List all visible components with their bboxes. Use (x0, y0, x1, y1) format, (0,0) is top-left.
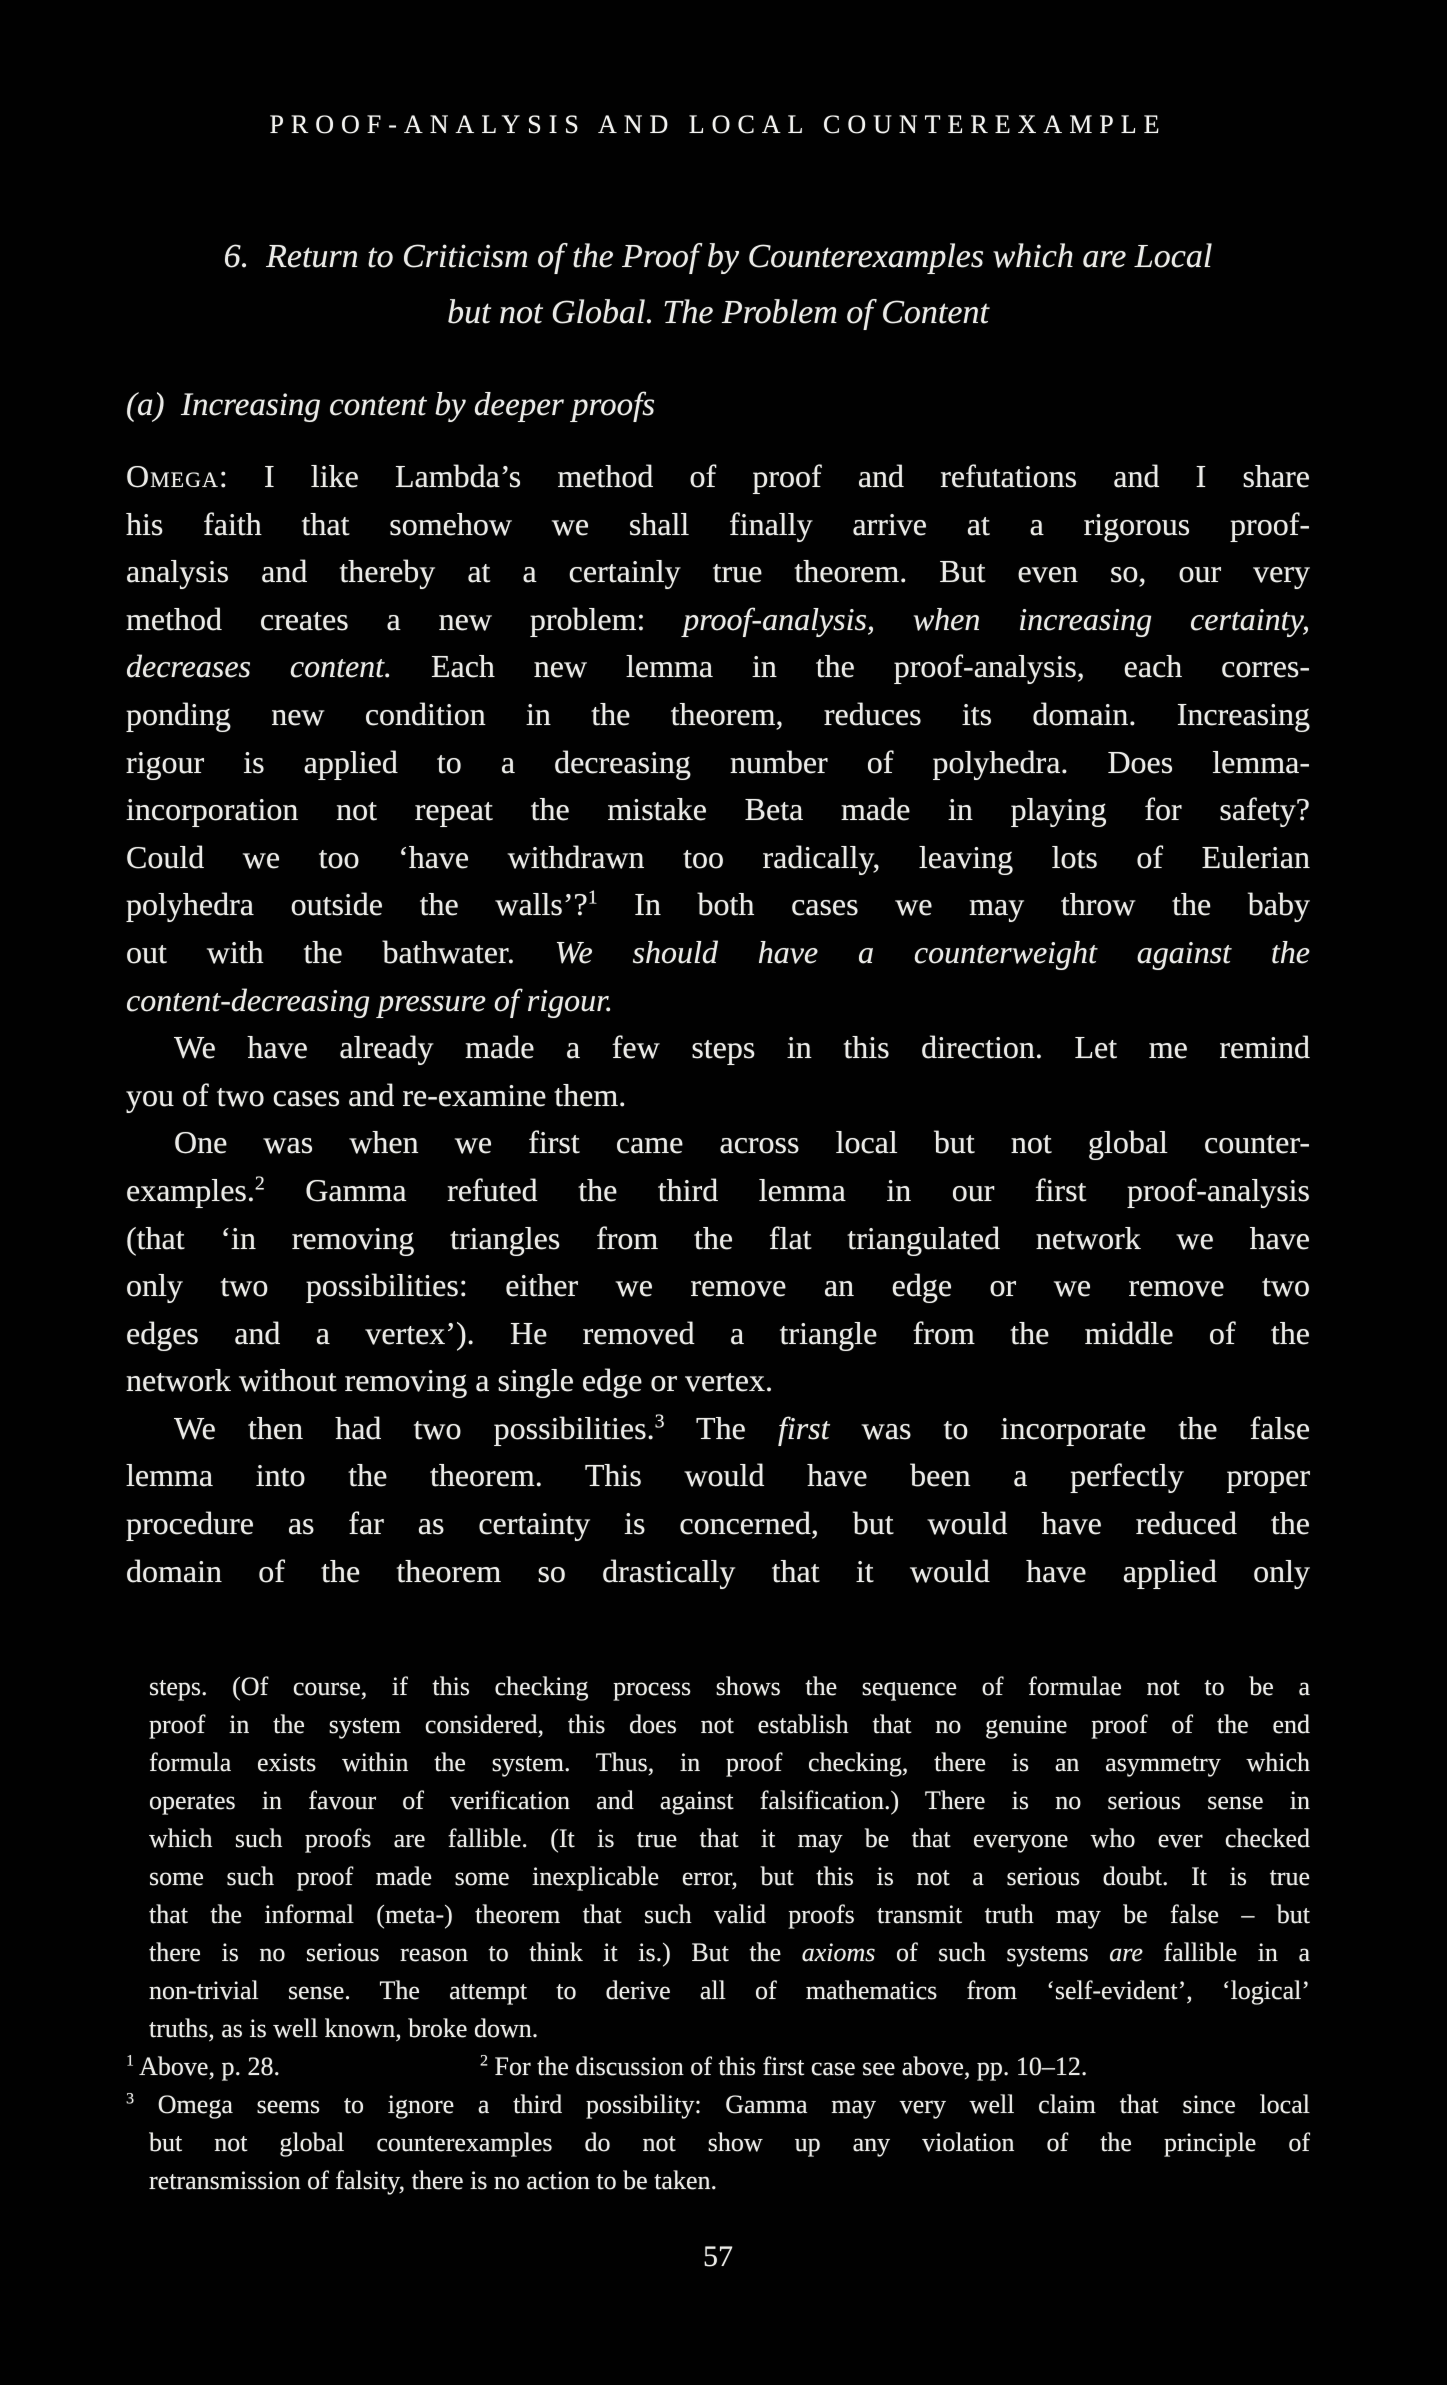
footnotes (126, 1668, 1310, 2200)
text-segment: network without removing a single edge or vertex. (126, 1362, 773, 1399)
text-line (149, 2124, 1310, 2162)
text-line (126, 1024, 1310, 1072)
text-segment: We then had two possibilities. (174, 1409, 655, 1446)
text-segment: non-trivial sense. The attempt to derive all of mathematics from ‘self-evident’, ‘logical’ (149, 1976, 1310, 2006)
text-line (126, 834, 1310, 882)
text-line (149, 2010, 1310, 2048)
text-line (126, 1405, 1310, 1453)
text-line (126, 977, 1310, 1025)
text-segment: 3 (126, 2090, 135, 2108)
text-segment: axioms (801, 1938, 876, 1968)
text-line (149, 1896, 1310, 1934)
text-segment: are (1109, 1938, 1143, 1968)
text-line (149, 2162, 1310, 2200)
text-segment: domain of the theorem so drastically that it would have applied only (126, 1552, 1310, 1589)
section-title (126, 229, 1310, 341)
text-line (126, 1500, 1310, 1548)
text-segment: Each new lemma in the proof-analysis, each corres- (392, 648, 1311, 685)
text-line (126, 2048, 1310, 2086)
text-line (149, 1934, 1310, 1972)
text-line (126, 1548, 1310, 1596)
text-segment: first (777, 1409, 830, 1446)
text-line (149, 1782, 1310, 1820)
section-title-line-1: 6. Return to Criticism of the Proof by Counterexamples which are Local (223, 238, 1213, 275)
text-segment: polyhedra outside the walls’? (126, 886, 588, 923)
text-line (126, 2086, 1310, 2124)
text-segment: of such systems (875, 1938, 1110, 1968)
text-segment: only two possibilities: either we remove an edge or we remove two (126, 1267, 1310, 1304)
text-segment: : I like Lambda’s method of proof and refutations and I share (218, 458, 1310, 494)
text-segment: 3 (654, 1410, 665, 1433)
text-column (126, 0, 1310, 2279)
text-segment: 1 (126, 2052, 135, 2070)
text-segment: One was when we first came across local but not global counter- (174, 1124, 1310, 1161)
text-segment: but not global counterexamples do not show up any violation of the principle of (149, 2128, 1310, 2158)
text-segment: lemma into the theorem. This would have been a perfectly proper (126, 1457, 1310, 1494)
text-line (149, 1858, 1310, 1896)
text-line (149, 1744, 1310, 1782)
text-segment: out with the bathwater. (126, 933, 555, 970)
text-line (126, 1072, 1310, 1120)
text-segment: In both cases we may throw the baby (597, 886, 1311, 923)
text-segment: formula exists within the system. Thus, in proof checking, there is an asymmetry which (149, 1748, 1310, 1778)
text-segment: his faith that somehow we shall finally arrive at a rigorous proof- (126, 505, 1310, 542)
text-line (126, 596, 1310, 644)
text-segment: method creates a new problem: (126, 600, 684, 637)
text-segment: some such proof made some inexplicable error, but this is not a serious doubt. It is true (149, 1862, 1310, 1892)
text-line (126, 739, 1310, 787)
text-line (126, 929, 1310, 977)
text-segment: ponding new condition in the theorem, reduces its domain. Increasing (126, 695, 1310, 732)
text-segment: 2 (254, 1172, 265, 1195)
text-line (126, 453, 1310, 501)
subsection-heading: (a) Increasing content by deeper proofs (126, 387, 656, 423)
text-segment: truths, as is well known, broke down. (149, 2014, 539, 2044)
text-segment: proof in the system considered, this does not establish that no genuine proof of the end (149, 1710, 1310, 1740)
section-title-line-2: but not Global. The Problem of Content (447, 294, 989, 331)
text-line (126, 548, 1310, 596)
text-segment: proof-analysis, when increasing certainty, (683, 600, 1311, 637)
text-segment: incorporation not repeat the mistake Beta made in playing for safety? (126, 791, 1310, 828)
text-segment: The (664, 1409, 778, 1446)
text-segment: (that ‘in removing triangles from the flat triangulated network we have (126, 1219, 1310, 1256)
text-line (149, 1820, 1310, 1858)
text-line (126, 501, 1310, 549)
text-segment: Gamma refuted the third lemma in our first proof-analysis (264, 1171, 1310, 1208)
text-segment: content-decreasing pressure of rigour. (126, 981, 614, 1018)
text-segment: Omega seems to ignore a third possibility: Gamma may very well claim that since local (134, 2090, 1310, 2120)
text-segment: We have already made a few steps in this direction. Let me remind (174, 1029, 1310, 1066)
text-line (149, 1668, 1310, 1706)
text-line (126, 1215, 1310, 1263)
text-segment: Above, p. 28. (134, 2052, 280, 2082)
text-line (149, 1972, 1310, 2010)
text-segment: procedure as far as certainty is concerned, but would have reduced the (126, 1505, 1310, 1542)
text-line (126, 643, 1310, 691)
text-line (126, 786, 1310, 834)
text-line (126, 1310, 1310, 1358)
text-line (149, 1706, 1310, 1744)
text-segment: rigour is applied to a decreasing number of polyhedra. Does lemma- (126, 743, 1310, 780)
text-segment: analysis and thereby at a certainly true theorem. But even so, our very (126, 553, 1310, 590)
text-segment: edges and a vertex’). He removed a triangle from the middle of the (126, 1314, 1310, 1351)
text-segment: operates in favour of verification and against falsification.) There is no serious sense in (149, 1786, 1310, 1816)
text-line (126, 881, 1310, 929)
text-segment: Could we too ‘have withdrawn too radically, leaving lots of Eulerian (126, 838, 1310, 875)
text-segment: For the discussion of this first case see above, pp. 10–12. (488, 2052, 1088, 2082)
text-segment: fallible in a (1142, 1938, 1310, 1968)
text-segment: steps. (Of course, if this checking process shows the sequence of formulae not to be a (149, 1672, 1310, 1702)
text-line (126, 1357, 1310, 1405)
text-segment: was to incorporate the false (829, 1409, 1311, 1446)
body-text (126, 453, 1310, 1595)
text-line (126, 1262, 1310, 1310)
text-segment: that the informal (meta-) theorem that such valid proofs transmit truth may be false – but (149, 1900, 1310, 1930)
text-segment: which such proofs are fallible. (It is true that it may be that everyone who ever checked (149, 1824, 1310, 1854)
text-segment: you of two cases and re-examine them. (126, 1076, 627, 1113)
text-segment: examples. (126, 1171, 255, 1208)
text-segment: retransmission of falsity, there is no action to be taken. (149, 2166, 718, 2196)
text-line (126, 691, 1310, 739)
text-segment: decreases content. (126, 648, 393, 685)
text-segment: there is no serious reason to think it is.) But the (149, 1938, 802, 1968)
text-line (126, 1167, 1310, 1215)
running-head: PROOF-ANALYSIS AND LOCAL COUNTEREXAMPLE (269, 110, 1167, 139)
text-segment: We should have a counterweight against the (554, 933, 1311, 970)
text-line (126, 1452, 1310, 1500)
page-number: 57 (703, 2240, 733, 2274)
text-segment: 1 (587, 886, 598, 909)
text-segment: Omega (126, 458, 219, 494)
text-line (126, 1119, 1310, 1167)
text-segment: 2 (479, 2052, 489, 2070)
